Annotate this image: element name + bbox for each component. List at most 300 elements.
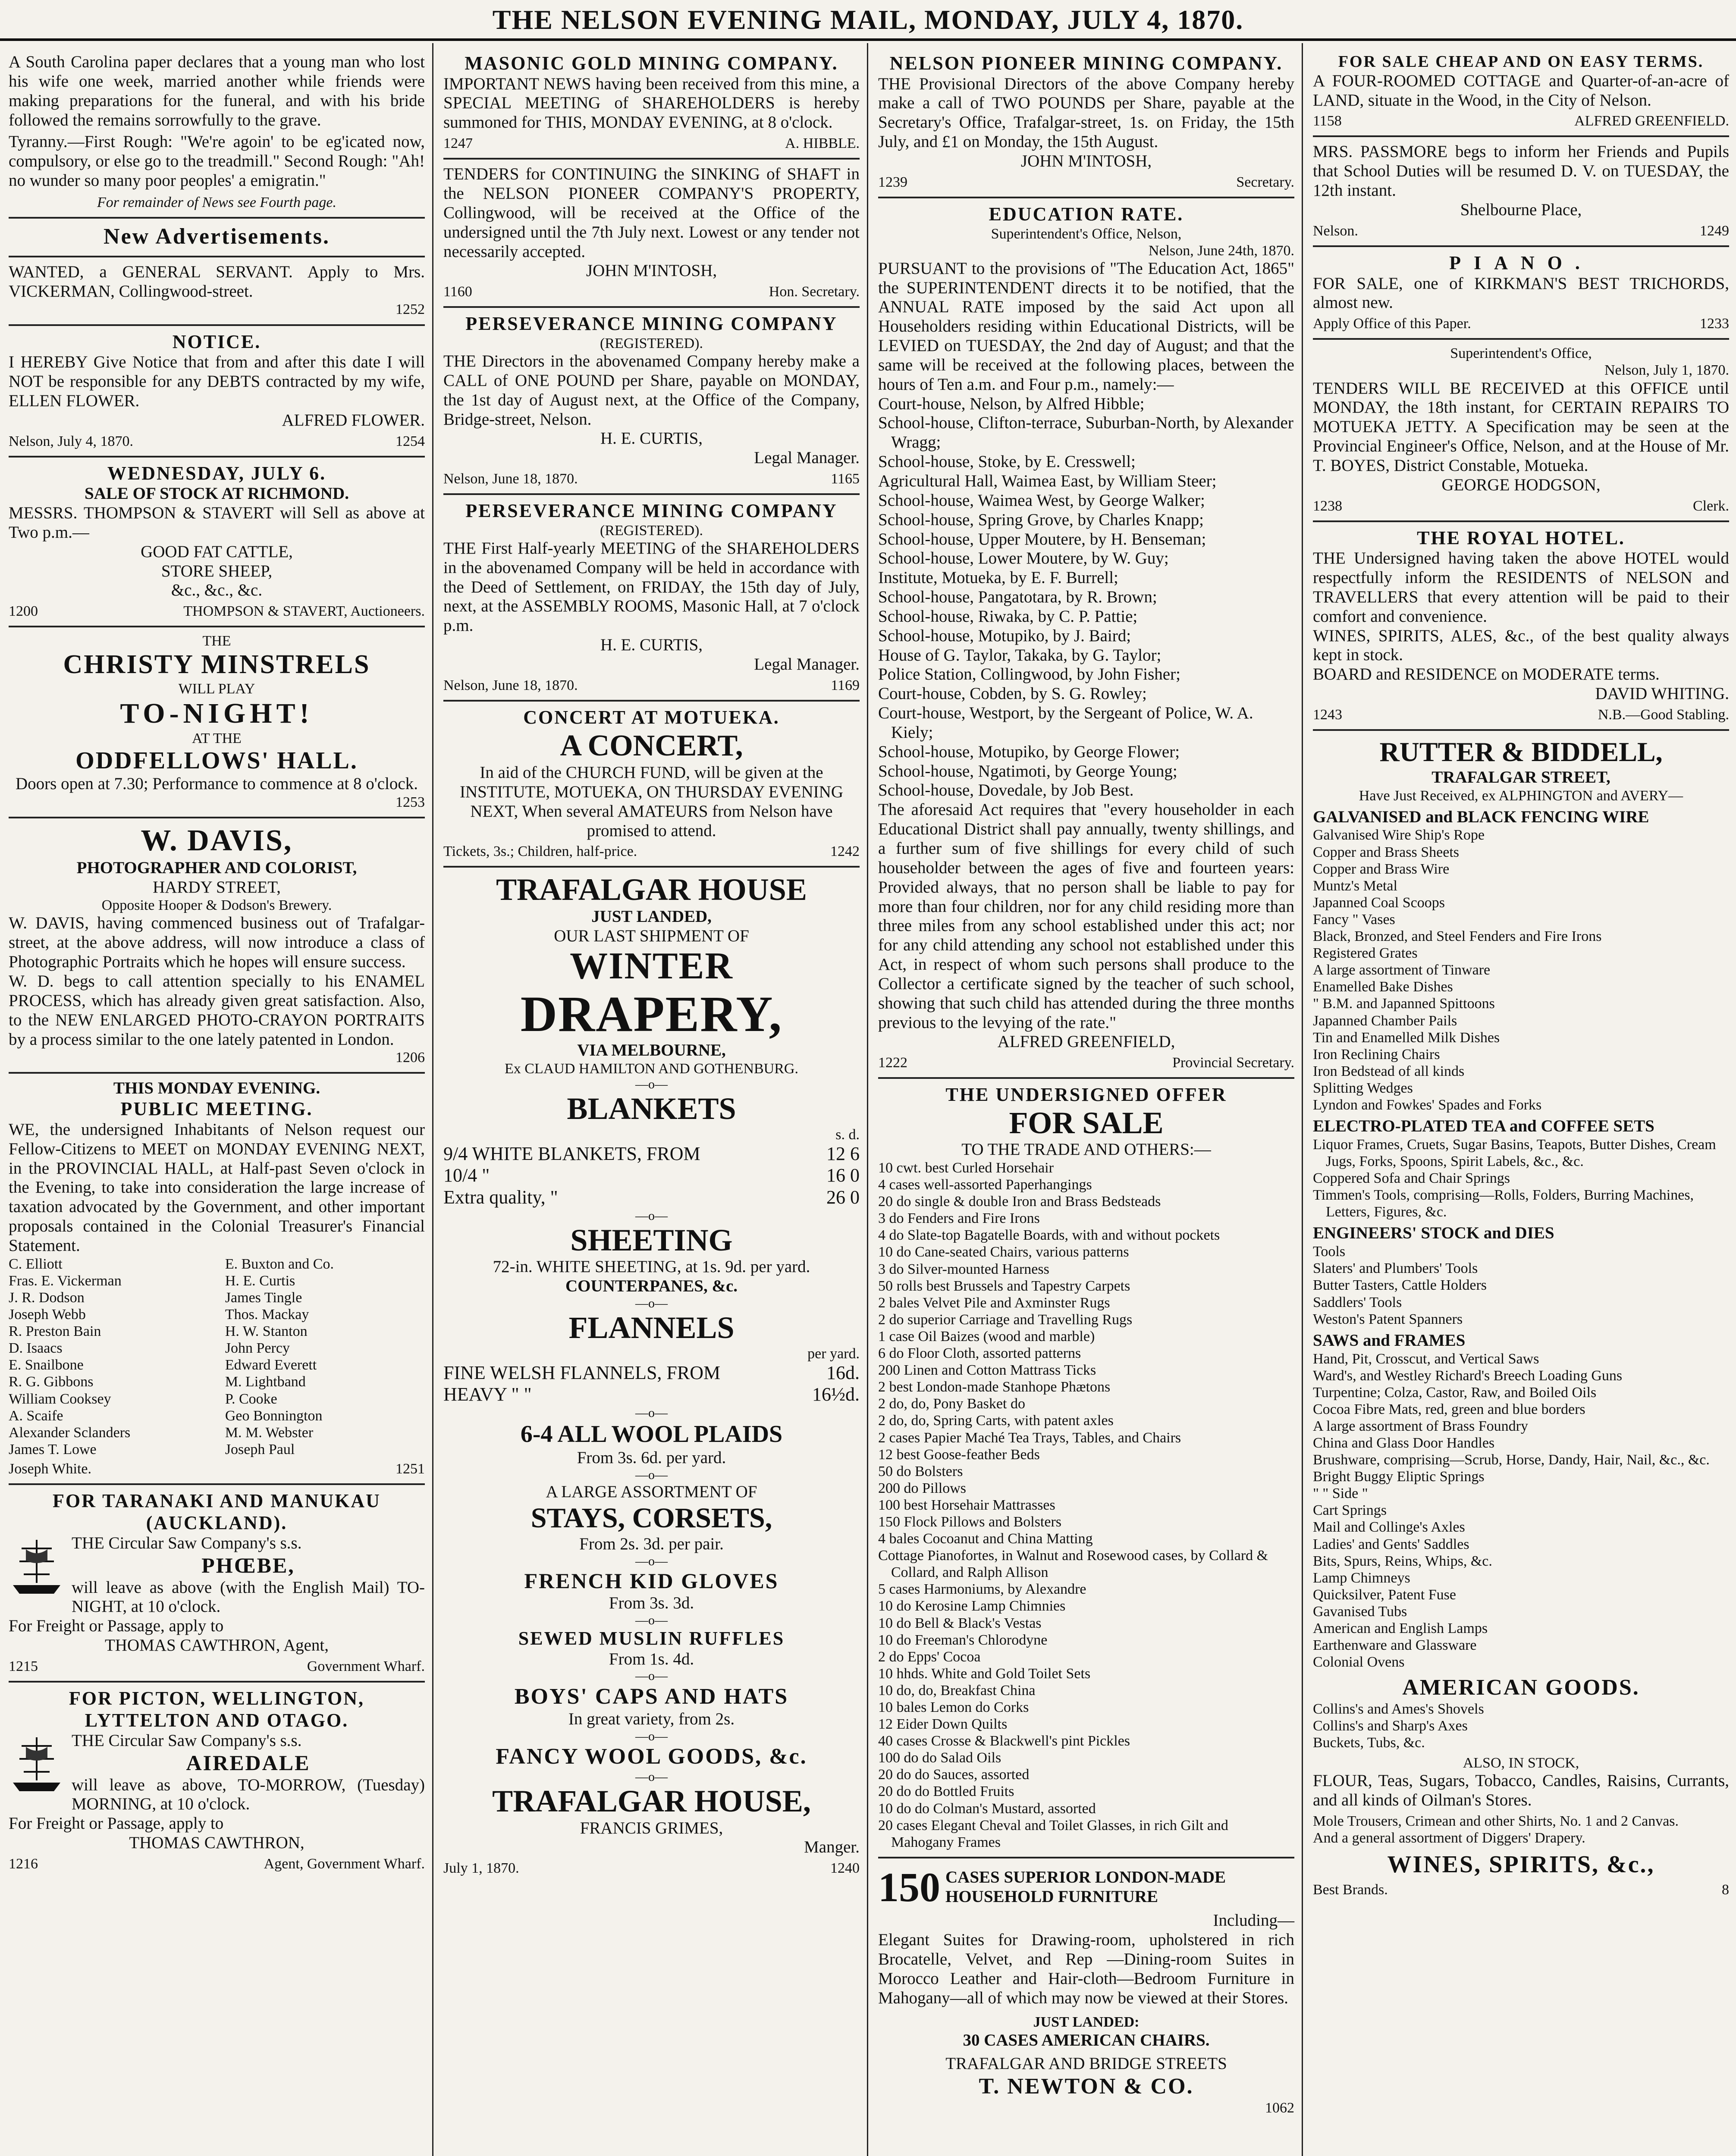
product-item: Liquor Frames, Cruets, Sugar Basins, Teapots, Butter Dishes, Cream Jugs, Forks, Spoons, Spirit Labels, &c., &c.: [1313, 1136, 1716, 1169]
advert-text: Doors open at 7.30; Performance to commence at 8 o'clock.: [16, 774, 418, 793]
store-name: RUTTER & BIDDELL,: [1379, 736, 1663, 768]
signatory: E. Snailbone: [9, 1357, 84, 1373]
advert-minstrels: [9, 627, 425, 818]
price-label: Extra quality, ": [443, 1186, 558, 1208]
advert-text: THE Provisional Directors of the above Company hereby make a call of TWO POUNDS per Share, payable at the Secretary's Office, Trafalgar-street, 1s. on Friday, the 15th July, and £1 on Monday, the 15th August.: [878, 74, 1294, 151]
news-paragraph: Tyranny.—First Rough: "We're agoin' to be eg'icated now, compulsory, or else go to the treadmill." Second Rough: "Ah! no wunder so many poor peoples' a emigratin.": [9, 132, 425, 190]
signatory: R. Preston Bain: [9, 1323, 101, 1340]
advert-signature: ALFRED GREENFIELD,: [997, 1032, 1175, 1051]
advert-text: PURSUANT to the provisions of "The Education Act, 1865" the SUPERINTENDENT directs it to be notified, that the ANNUAL RATE imposed by the said Act upon all Householders residing within Educational Districts, will be LEVIED on TUESDAY, the 2nd day of August; and that the same will be received at the following places, between the hours of Ten a.m. and Four p.m., namely:—: [878, 259, 1294, 394]
advert-heading: NOTICE.: [172, 331, 261, 352]
product-item: Iron Reclining Chairs: [1313, 1046, 1440, 1062]
signatory: C. Elliott: [9, 1256, 63, 1272]
advert-taranaki: [9, 1485, 425, 1683]
advert-subheading: TRAFALGAR STREET,: [1431, 768, 1610, 787]
advert-text: W. D. begs to call attention specially to his ENAMEL PROCESS, which has already given great satisfaction. Also, to the NEW ENLARGED PHOTO-CRAYON PORTRAITS by a process similar to the one lately patented in London.: [9, 972, 425, 1049]
advert-number: 1062: [1265, 2100, 1294, 2116]
sale-item: &c., &c., &c.: [171, 581, 263, 600]
advert-title: Hon. Secretary.: [769, 284, 860, 300]
advert-text: Opposite Hooper & Dodson's Brewery.: [101, 897, 332, 914]
advert-signature: T. NEWTON & CO.: [979, 2074, 1194, 2099]
product-text: A LARGE ASSORTMENT OF: [546, 1482, 757, 1501]
advert-number: 1242: [830, 843, 860, 860]
advert-heading: WINTER: [570, 945, 733, 987]
advert-heading: FOR SALE CHEAP AND ON EASY TERMS.: [1338, 53, 1704, 71]
column-3: [874, 47, 1299, 2156]
advert-subheading: JUST LANDED:: [1033, 2014, 1140, 2031]
advert-text: Apply Office of this Paper.: [1313, 316, 1471, 332]
advert-heading: FOR PICTON, WELLINGTON, LYTTELTON AND OTAGO.: [69, 1688, 365, 1731]
advert-number: 1158: [1313, 113, 1342, 129]
advert-cottage: [1313, 47, 1729, 137]
advert-pioneer-tenders: [443, 160, 860, 308]
advert-title: Legal Manager.: [754, 655, 860, 674]
sale-item: 200 Linen and Cotton Mattrass Ticks: [878, 1362, 1096, 1379]
signatory: William Cooksey: [9, 1391, 111, 1407]
advert-title: Provincial Secretary.: [1172, 1055, 1294, 1071]
signatory: Joseph White.: [9, 1460, 92, 1477]
product-text: 72-in. WHITE SHEETING, at 1s. 9d. per yard.: [493, 1257, 810, 1276]
signatory: M. Lightband: [225, 1374, 306, 1390]
advert-signature: ALFRED FLOWER.: [282, 411, 425, 429]
advert-number: 1247: [443, 135, 473, 152]
product-item: Enamelled Bake Dishes: [1313, 979, 1453, 995]
collection-place: School-house, Lower Moutere, by W. Guy;: [878, 549, 1169, 568]
ship-name: PHŒBE,: [201, 1553, 295, 1578]
advert-number: 1160: [443, 284, 472, 300]
advert-signature: H. E. CURTIS,: [600, 429, 703, 448]
advert-number: 1253: [396, 794, 425, 811]
advert-signature: JOHN M'INTOSH,: [586, 261, 717, 280]
advert-subheading: PHOTOGRAPHER AND COLORIST,: [76, 858, 357, 877]
product-item: Tin and Enamelled Milk Dishes: [1313, 1029, 1500, 1046]
sale-item: 40 cases Crosse & Blackwell's pint Pickles: [878, 1733, 1130, 1749]
advert-text: TENDERS for CONTINUING the SINKING of SHAFT in the NELSON PIONEER COMPANY'S PROPERTY, Collingwood, will be received at the Office of the undersigned until the 7th July next. Lowest or any tender not necessarily accepted.: [443, 165, 860, 261]
advert-text: For Freight or Passage, apply to: [9, 1814, 224, 1833]
sale-item: 2 do Epps' Cocoa: [878, 1648, 981, 1665]
advert-text: Superintendent's Office,: [1450, 345, 1592, 362]
product-item: Coppered Sofa and Chair Springs: [1313, 1170, 1510, 1187]
ship-icon: [9, 1733, 65, 1798]
product-item: Cart Springs: [1313, 1502, 1387, 1519]
product-item: Hand, Pit, Crosscut, and Vertical Saws: [1313, 1351, 1539, 1367]
advert-text: Agent, Government Wharf.: [264, 1855, 425, 1872]
column-rule: [1302, 43, 1303, 2156]
price-label: FINE WELSH FLANNELS, FROM: [443, 1362, 721, 1383]
quantity: 150: [878, 1864, 940, 1910]
product-item: Saddlers' Tools: [1313, 1294, 1402, 1310]
advert-heading: CHRISTY MINSTRELS: [63, 650, 370, 680]
ship-name: AIREDALE: [186, 1751, 311, 1775]
advert-number: 1216: [9, 1855, 38, 1872]
column-rule: [432, 43, 433, 2156]
advert-text: IMPORTANT NEWS having been received from this mine, a SPECIAL MEETING of SHAREHOLDERS is hereby summoned for THIS, MONDAY EVENING, at 8 o'clock.: [443, 74, 860, 132]
price-row: [443, 1362, 860, 1384]
advert-stock-sale: [9, 458, 425, 628]
product-heading: BOYS' CAPS AND HATS: [514, 1684, 789, 1709]
advert-masonic: [443, 47, 860, 160]
signatory: Edward Everett: [225, 1357, 317, 1373]
product-item: Ladies' and Gents' Saddles: [1313, 1536, 1469, 1552]
product-item: Butter Tasters, Cattle Holders: [1313, 1277, 1487, 1294]
product-item: Collins's and Sharp's Axes: [1313, 1718, 1468, 1734]
sale-item: 20 do do Bottled Fruits: [878, 1783, 1014, 1800]
sale-item: 100 best Horsehair Mattrasses: [878, 1497, 1055, 1513]
sale-item: 10 hhds. White and Gold Toilet Sets: [878, 1665, 1091, 1682]
product-heading: FANCY WOOL GOODS, &c.: [496, 1744, 807, 1769]
product-heading: BLANKETS: [567, 1091, 736, 1126]
advert-heading: ODDFELLOWS' HALL.: [75, 747, 358, 774]
product-price: From 1s. 4d.: [609, 1649, 694, 1668]
price-row: [443, 1143, 860, 1165]
advert-heading: DRAPERY,: [520, 986, 783, 1043]
product-item: Bright Buggy Eliptic Springs: [1313, 1469, 1485, 1485]
product-heading: FLANNELS: [568, 1310, 735, 1345]
advert-text: N.B.—Good Stabling.: [1598, 707, 1729, 723]
price-unit: s. d.: [835, 1126, 860, 1143]
product-item: Timmen's Tools, comprising—Rolls, Folders, Burring Machines, Letters, Figures, &c.: [1313, 1187, 1694, 1220]
advert-text: THE Circular Saw Company's s.s.: [72, 1534, 302, 1553]
advert-title: Secretary.: [1236, 174, 1294, 190]
product-item: A large assortment of Tinware: [1313, 962, 1491, 978]
advert-text: THE Directors in the abovenamed Company hereby make a CALL of ONE POUND per Share, payable on MONDAY, the 1st day of August next, at the Office of the Company, Bridge-street, Nelson.: [443, 352, 860, 429]
advert-number: 1249: [1700, 222, 1729, 239]
advert-public-meeting: [9, 1074, 425, 1485]
advert-title: Manger.: [804, 1838, 860, 1857]
section-header: [9, 219, 425, 257]
advert-notice: [9, 326, 425, 458]
product-text: COUNTERPANES, &c.: [565, 1277, 738, 1296]
advert-heading: CONCERT AT MOTUEKA.: [523, 706, 780, 728]
advert-heading: THE UNDERSIGNED OFFER: [945, 1084, 1227, 1106]
advert-heading: WEDNESDAY, JULY 6.: [107, 462, 326, 484]
advert-text: THE: [202, 633, 231, 649]
advert-text: Government Wharf.: [307, 1658, 425, 1674]
advert-text: Shelbourne Place,: [1460, 201, 1582, 219]
collection-place: Police Station, Collingwood, by John Fisher;: [878, 665, 1180, 684]
product-item: Tools: [1313, 1244, 1346, 1260]
advert-furniture: [878, 1858, 1294, 2122]
advert-number: 1251: [396, 1460, 425, 1477]
advert-royal-hotel: [1313, 522, 1729, 731]
sale-item: 2 cases Papier Maché Tea Trays, Tables, and Chairs: [878, 1429, 1181, 1446]
advert-text: A FOUR-ROOMED COTTAGE and Quarter-of-an-acre of LAND, situate in the Wood, in the City of Nelson.: [1313, 71, 1729, 110]
collection-place: School-house, Stoke, by E. Cresswell;: [878, 452, 1136, 471]
sale-item: 4 cases well-assorted Paperhangings: [878, 1177, 1092, 1193]
advert-subheading: JUST LANDED,: [591, 907, 712, 926]
advert-title: Legal Manager.: [754, 448, 860, 467]
price-row: [443, 1165, 860, 1187]
advert-number: 1240: [830, 1860, 860, 1877]
advert-number: 1200: [9, 603, 38, 620]
advert-number: 1169: [831, 677, 860, 693]
product-item: Gavanised Tubs: [1313, 1603, 1407, 1620]
signatory: James Tingle: [225, 1290, 302, 1306]
advert-for-sale: [878, 1079, 1294, 1858]
advert-heading: PERSEVERANCE MINING COMPANY: [465, 500, 838, 522]
price-value: 16 0: [826, 1165, 860, 1186]
product-heading: WINES, SPIRITS, &c.,: [1387, 1851, 1655, 1878]
sale-item: 50 do Bolsters: [878, 1463, 963, 1479]
advert-subheading: (REGISTERED).: [600, 335, 703, 351]
sale-item: 2 bales Velvet Pile and Axminster Rugs: [878, 1294, 1110, 1311]
product-item: Black, Bronzed, and Steel Fenders and Fire Irons: [1313, 928, 1602, 945]
signatory: Joseph Paul: [225, 1441, 295, 1457]
advert-piano: [1313, 247, 1729, 340]
signatory: James T. Lowe: [9, 1441, 97, 1457]
signatory: Alexander Sclanders: [9, 1424, 131, 1441]
advert-text: will leave as above, TO-MORROW, (Tuesday) MORNING, at 10 o'clock.: [72, 1775, 425, 1814]
advert-education-rate: [878, 198, 1294, 1079]
advert-text: VIA MELBOURNE,: [577, 1041, 726, 1060]
product-heading: 6-4 ALL WOOL PLAIDS: [520, 1421, 783, 1448]
advert-date: July 1, 1870.: [443, 1860, 519, 1877]
price-row: [443, 1384, 860, 1406]
advert-number: 1215: [9, 1658, 38, 1674]
advert-text: AT THE: [192, 730, 242, 746]
price-value: 12 6: [826, 1143, 860, 1164]
product-item: Turpentine; Colza, Castor, Raw, and Boiled Oils: [1313, 1384, 1597, 1401]
advert-title: Clerk.: [1692, 498, 1729, 514]
product-item: Earthenware and Glassware: [1313, 1637, 1477, 1654]
product-heading: GALVANISED and BLACK FENCING WIRE: [1313, 807, 1649, 826]
sale-item: STORE SHEEP,: [161, 561, 273, 580]
advert-picton: [9, 1683, 425, 1878]
advert-heading: CASES SUPERIOR LONDON-MADE HOUSEHOLD FURNITURE: [945, 1868, 1226, 1906]
advert-jetty-tenders: [1313, 340, 1729, 522]
advert-heading: A CONCERT,: [560, 729, 743, 762]
advert-number: 1222: [878, 1055, 907, 1071]
collection-place: School-house, Riwaka, by C. P. Pattie;: [878, 607, 1138, 626]
advert-text: In aid of the CHURCH FUND, will be given at the INSTITUTE, MOTUEKA, ON THURSDAY EVENING NEXT, When several AMATEURS from Nelson have promised to attend.: [459, 763, 843, 840]
sale-item: 3 do Fenders and Fire Irons: [878, 1210, 1040, 1227]
sale-item: 2 do, do, Spring Carts, with patent axles: [878, 1413, 1114, 1429]
column-rule: [867, 43, 868, 2156]
advert-text: WE, the undersigned Inhabitants of Nelson request our Fellow-Citizens to MEET on MONDAY EVENING NEXT, in the PROVINCIAL HALL, at Half-past Seven o'clock in the Evening, to take into consideration the large increase of taxation advocated by the Government, and other important proposals contained in the Colonial Treasurer's Financial Statement.: [9, 1120, 425, 1255]
news-reference: For remainder of News see Fourth page.: [97, 194, 336, 210]
advert-number: 1252: [396, 301, 425, 318]
sale-item: 100 do do Salad Oils: [878, 1750, 1001, 1766]
advert-heading: FOR SALE: [1009, 1105, 1164, 1140]
signatory: H. E. Curtis: [225, 1272, 295, 1289]
signatory: R. G. Gibbons: [9, 1374, 94, 1390]
signatory: D. Isaacs: [9, 1340, 63, 1357]
product-heading: AMERICAN GOODS.: [1402, 1675, 1640, 1700]
advert-date: Nelson, July 4, 1870.: [9, 433, 133, 449]
product-heading: STAYS, CORSETS,: [531, 1502, 772, 1534]
price-unit: per yard.: [807, 1345, 860, 1362]
product-item: Japanned Coal Scoops: [1313, 894, 1445, 911]
sale-item: 4 do Slate-top Bagatelle Boards, with and without pockets: [878, 1227, 1220, 1244]
advert-trafalgar-house: TRAFALGAR HOUSE JUST LANDED, OUR LAST SHIPMENT OF WINTER DRAPERY, VIA MELBOURNE, Ex CLAUD HAMILTON AND GOTHENBURG. —o— BLANKETS s. d. 9/4 WHITE BLANKETS, FROM 12 6 10/4 " 16 0 Extra quality, " 26 0 —o— SHEETING 72-in. WHITE SHEETING, at 1s. 9d. per yard. COUNTERPANES, &c. —o— FLANNELS per yard. FINE WELSH FLANNELS, FROM 16d. HEAVY " " 16½d. —o— 6-4 ALL WOOL PLAIDS From 3s. 6d. per yard. —o— A LARGE ASSORTMENT OF STAYS, CORSETS, From 2s. 3d. per pair. —o— FRENCH KID GLOVES From 3s. 3d. —o— SEWED MUSLIN RUFFLES From 1s. 4d. —o— BOYS' CAPS AND HATS In great variety, from 2s. —o— FANCY WOOL GOODS, &c. —o— TRAFALGAR HOUSE, FRANCIS GRIMES, Manger. July 1, 1870. 1240: [443, 872, 860, 1877]
advert-date: Nelson, June 18, 1870.: [443, 677, 578, 693]
advert-text: Nelson.: [1313, 222, 1358, 239]
product-price: From 3s. 6d. per yard.: [577, 1448, 726, 1467]
advert-number: 1243: [1313, 707, 1342, 723]
advert-text: HARDY STREET,: [153, 877, 281, 896]
advert-text: Tickets, 3s.; Children, half-price.: [443, 843, 637, 860]
advert-text: THE Circular Saw Company's s.s.: [72, 1731, 302, 1750]
sale-item: 12 Eider Down Quilts: [878, 1716, 1008, 1733]
product-heading: SHEETING: [570, 1223, 733, 1258]
product-item: " B.M. and Japanned Spittoons: [1313, 996, 1495, 1012]
advert-signature: FRANCIS GRIMES,: [580, 1818, 723, 1837]
advert-signature: GEORGE HODGSON,: [1441, 475, 1601, 494]
sale-item: 20 do single & double Iron and Brass Bedsteads: [878, 1194, 1161, 1210]
product-heading: ELECTRO-PLATED TEA and COFFEE SETS: [1313, 1117, 1654, 1136]
advert-signature: THOMPSON & STAVERT, Auctioneers.: [183, 603, 425, 620]
advert-text: WANTED, a GENERAL SERVANT. Apply to Mrs. VICKERMAN, Collingwood-street.: [9, 262, 425, 301]
advert-number: 1238: [1313, 498, 1342, 514]
product-item: Mail and Collinge's Axles: [1313, 1519, 1465, 1536]
collection-place: School-house, Upper Moutere, by H. Benseman;: [878, 530, 1206, 548]
advert-date: Nelson, June 24th, 1870.: [1148, 242, 1294, 259]
advert-heading: W. DAVIS,: [141, 824, 293, 858]
signatory: Geo Bonnington: [225, 1407, 323, 1424]
signatory-list: [9, 1256, 425, 1458]
advert-text: BOARD and RESIDENCE on MODERATE terms.: [1313, 665, 1660, 684]
product-item: Collins's and Ames's Shovels: [1313, 1701, 1484, 1717]
sale-item: 10 cwt. best Curled Horsehair: [878, 1160, 1054, 1176]
advert-heading: MASONIC GOLD MINING COMPANY.: [465, 53, 838, 74]
collection-place: School-house, Pangatotara, by R. Brown;: [878, 588, 1157, 607]
advert-text: will leave as above (with the English Mail) TO-NIGHT, at 10 o'clock.: [72, 1578, 425, 1616]
sale-item: 6 do Floor Cloth, assorted patterns: [878, 1345, 1081, 1362]
sale-item: GOOD FAT CATTLE,: [141, 542, 293, 561]
price-label: 9/4 WHITE BLANKETS, FROM: [443, 1143, 700, 1164]
advert-text: Elegant Suites for Drawing-room, upholstered in rich Brocatelle, Velvet, and Rep —Dining-room Suites in Morocco Leather and Hair-cloth—Bedroom Furniture in Mahogany—all of which may now be viewed at their Stores.: [878, 1930, 1294, 2007]
sale-item: 12 best Goose-feather Beds: [878, 1446, 1040, 1463]
product-item: Bits, Spurs, Reins, Whips, &c.: [1313, 1553, 1492, 1569]
sale-item: 10 do, do, Breakfast China: [878, 1682, 1036, 1698]
advert-text: W. DAVIS, having commenced business out of Trafalgar-street, at the above address, will now introduce a class of Photographic Portraits which he hopes will ensure success.: [9, 914, 425, 971]
collection-place: Agricultural Hall, Waimea East, by William Steer;: [878, 471, 1217, 490]
product-item: Copper and Brass Sheets: [1313, 844, 1460, 860]
sale-item: 2 do superior Carriage and Travelling Rugs: [878, 1311, 1133, 1328]
product-item: Galvanised Wire Ship's Rope: [1313, 827, 1485, 843]
advert-signature: THOMAS CAWTHRON,: [129, 1833, 305, 1852]
sale-item: 10 bales Lemon do Corks: [878, 1699, 1029, 1715]
advert-text: OUR LAST SHIPMENT OF: [554, 926, 749, 945]
signatory: Fras. E. Vickerman: [9, 1272, 122, 1289]
advert-subheading: ALSO, IN STOCK,: [1463, 1755, 1579, 1771]
sale-item: 50 rolls best Brussels and Tapestry Carpets: [878, 1278, 1130, 1294]
advert-text: 30 CASES AMERICAN CHAIRS.: [963, 2031, 1210, 2049]
signatory: Joseph Webb: [9, 1307, 86, 1323]
price-label: HEAVY " ": [443, 1384, 532, 1405]
ship-icon: [9, 1536, 65, 1600]
advert-davis: [9, 818, 425, 1074]
product-item: Colonial Ovens: [1313, 1654, 1405, 1670]
product-item: Registered Grates: [1313, 945, 1418, 962]
product-item: China and Glass Door Handles: [1313, 1435, 1495, 1451]
sale-item: 10 do do Colman's Mustard, assorted: [878, 1800, 1096, 1817]
price-value: 16½d.: [812, 1384, 860, 1405]
product-item: Lyndon and Fowkes' Spades and Forks: [1313, 1097, 1542, 1113]
sale-item: 4 bales Cocoanut and China Matting: [878, 1531, 1093, 1547]
sale-item: 20 do do Sauces, assorted: [878, 1767, 1030, 1783]
advert-subheading: SALE OF STOCK AT RICHMOND.: [85, 484, 349, 503]
product-item: A large assortment of Brass Foundry: [1313, 1418, 1528, 1434]
advert-perseverance-meeting: [443, 495, 860, 702]
news-paragraph: A South Carolina paper declares that a young man who lost his wife one week, married another while friends were making preparations for the funeral, and with his bride followed the remains sorrowfully to the grave.: [9, 53, 425, 129]
sale-item: Cottage Pianofortes, in Walnut and Rosewood cases, by Collard & Collard, and Ralph Allison: [878, 1548, 1268, 1581]
product-item: Fancy " Vases: [1313, 911, 1395, 928]
collection-place: Court-house, Nelson, by Alfred Hibble;: [878, 394, 1145, 413]
signatory: P. Cooke: [225, 1391, 277, 1407]
product-item: Lamp Chimneys: [1313, 1570, 1410, 1586]
masthead: THE NELSON EVENING MAIL, MONDAY, JULY 4, 1870.: [0, 0, 1736, 41]
advert-text: TRAFALGAR AND BRIDGE STREETS: [945, 2054, 1227, 2073]
advert-heading: PUBLIC MEETING.: [120, 1098, 313, 1120]
news-paragraphs: [9, 47, 425, 219]
product-item: American and English Lamps: [1313, 1620, 1488, 1637]
product-heading: FRENCH KID GLOVES: [524, 1569, 779, 1593]
sale-item: 1 case Oil Baizes (wood and marble): [878, 1328, 1095, 1344]
sale-item: 10 do Bell & Black's Vestas: [878, 1615, 1042, 1631]
advert-number: 1254: [396, 433, 425, 449]
advert-heading: EDUCATION RATE.: [989, 203, 1184, 225]
advert-text: THE First Half-yearly MEETING of the SHAREHOLDERS in the abovenamed Company will be held in accordance with the Deed of Settlement, on FRIDAY, the 15th day of July, next, at the ASSEMBLY ROOMS, Masonic Hall, at 7 o'clock p.m.: [443, 539, 860, 635]
sale-item: 20 cases Elegant Cheval and Toilet Glasses, in rich Gilt and Mahogany Frames: [878, 1817, 1228, 1850]
advert-text: WILL PLAY: [178, 680, 255, 697]
sale-item: 150 Flock Pillows and Bolsters: [878, 1514, 1062, 1530]
advert-text: THE Undersigned having taken the above HOTEL would respectfully inform the RESIDENTS of NELSON and TRAVELLERS that every attention will be paid to their comfort and convenience.: [1313, 549, 1729, 626]
advert-text: I HEREBY Give Notice that from and after this date I will NOT be responsible for any DEBTS contracted by my wife, ELLEN FLOWER.: [9, 353, 425, 410]
collection-place: House of G. Taylor, Takaka, by G. Taylor;: [878, 646, 1162, 664]
collection-place: School-house, Clifton-terrace, Suburban-North, by Alexander Wragg;: [878, 414, 1293, 452]
advert-text: Best Brands.: [1313, 1881, 1388, 1898]
product-heading: SAWS and FRAMES: [1313, 1331, 1466, 1350]
advert-signature: JOHN M'INTOSH,: [1020, 151, 1152, 170]
signatory: H. W. Stanton: [225, 1323, 308, 1340]
column-4: [1309, 47, 1733, 2156]
advert-rutter-biddell: [1313, 731, 1729, 1904]
collection-place: Court-house, Cobden, by S. G. Rowley;: [878, 684, 1147, 703]
advert-signature: DAVID WHITING.: [1595, 684, 1729, 703]
product-item: Japanned Chamber Pails: [1313, 1012, 1457, 1029]
advert-signature: H. E. CURTIS,: [600, 636, 703, 655]
signatory: A. Scaife: [9, 1407, 63, 1424]
collection-place: Institute, Motueka, by E. F. Burrell;: [878, 568, 1118, 587]
advert-text: Superintendent's Office, Nelson,: [991, 226, 1182, 242]
section-title: New Advertisements.: [104, 224, 330, 249]
advert-text: MESSRS. THOMPSON & STAVERT will Sell as above at Two p.m.—: [9, 504, 425, 542]
advert-heading: PERSEVERANCE MINING COMPANY: [465, 313, 838, 335]
advert-number: 1206: [396, 1050, 425, 1066]
advert-heading: FOR TARANAKI AND MANUKAU (AUCKLAND).: [53, 1490, 381, 1533]
advert-number: 8: [1722, 1881, 1729, 1898]
collection-place: School-house, Dovedale, by Job Best.: [878, 781, 1134, 800]
price-row: [443, 1187, 860, 1209]
advert-text: FOR SALE, one of KIRKMAN'S BEST TRICHORDS, almost new.: [1313, 274, 1729, 312]
advert-text: MRS. PASSMORE begs to inform her Friends and Pupils that School Duties will be resumed D. V. on TUESDAY, the 12th instant.: [1313, 142, 1729, 200]
price-value: 26 0: [826, 1186, 860, 1208]
product-heading: SEWED MUSLIN RUFFLES: [518, 1628, 785, 1649]
signatory: John Percy: [225, 1340, 290, 1357]
advert-text: Ex CLAUD HAMILTON AND GOTHENBURG.: [505, 1060, 798, 1077]
advert-pioneer-call: [878, 47, 1294, 198]
collection-place: School-house, Motupiko, by J. Baird;: [878, 626, 1131, 645]
collection-place: Court-house, Westport, by the Sergeant of Police, W. A. Kiely;: [878, 704, 1253, 742]
advert-text: TENDERS WILL BE RECEIVED at this OFFICE until MONDAY, the 18th instant, for CERTAIN REPAIRS TO MOTUEKA JETTY. A Specification may be seen at the Provincial Engineer's Office, Nelson, and at the House of Mr. T. BOYES, District Constable, Motueka.: [1313, 379, 1729, 475]
product-item: Weston's Patent Spanners: [1313, 1311, 1463, 1327]
advert-number: 1233: [1700, 316, 1729, 332]
product-item: Slaters' and Plumbers' Tools: [1313, 1260, 1478, 1277]
advert-text: Including—: [1213, 1911, 1294, 1930]
advert-date: Nelson, June 18, 1870.: [443, 471, 578, 487]
product-item: Copper and Brass Wire: [1313, 861, 1450, 877]
